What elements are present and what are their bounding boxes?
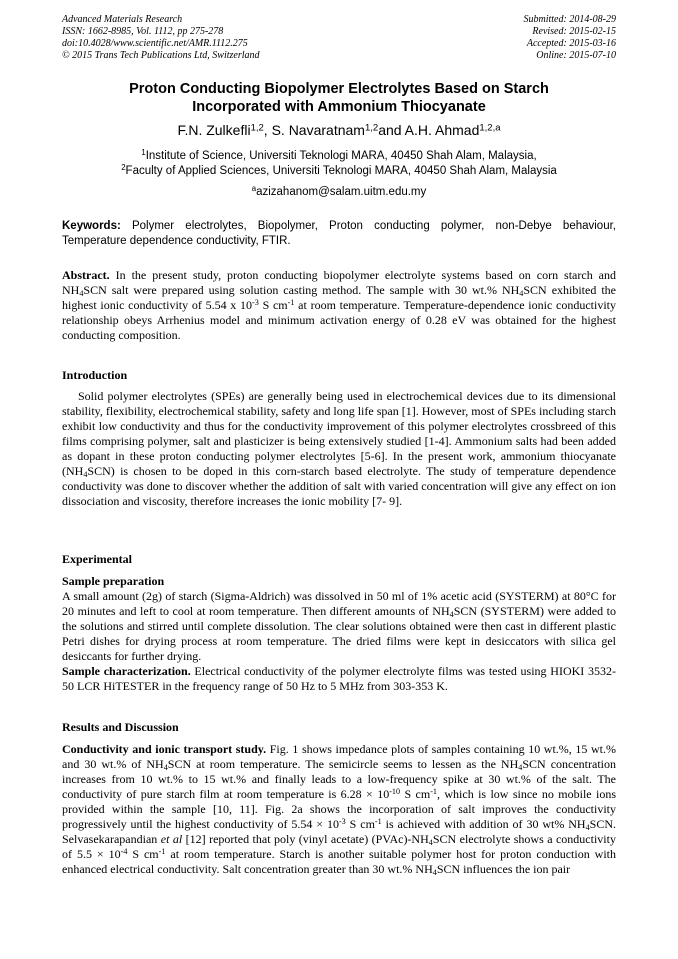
subscript: 4 xyxy=(585,823,590,833)
subscript: 4 xyxy=(163,763,168,773)
author-3-affil: 1,2,a xyxy=(479,122,501,134)
results-text: S cm xyxy=(345,817,375,831)
results-text: SCN at room temperature. The semicircle seems to lessen as the NH xyxy=(167,757,519,771)
affiliation-2 xyxy=(62,164,616,179)
superscript: -3 xyxy=(338,816,346,826)
introduction-text: SCN) is chosen to be doped in this corn-starch based electrolyte. The study of temperature dependence conductivity was done to discover whether the addition of salt with varied concentration will give any effect on ion dissociation and viscosity, therefore increases the ionic mobility [7- 9]. xyxy=(62,464,616,508)
results-text: SCN influences the ion pair xyxy=(436,862,571,876)
issn-line: ISSN: 1662-8985, Vol. 1112, pp 275-278 xyxy=(62,26,224,37)
sample-characterization-label: Sample characterization. xyxy=(62,664,191,678)
journal-name: Advanced Materials Research xyxy=(62,14,183,25)
publication-dates xyxy=(524,14,617,62)
subscript: 4 xyxy=(428,838,433,848)
title-line-1: Proton Conducting Biopolymer Electrolytes Based on Starch xyxy=(129,81,549,97)
abstract-label: Abstract. xyxy=(62,268,110,282)
superscript: -1 xyxy=(374,816,382,826)
abstract-text: SCN exhibited the highest ionic conductivity of 5.54 x 10 xyxy=(62,283,616,312)
superscript: -1 xyxy=(287,297,295,307)
results-text: [12] reported that poly (vinyl acetate) (PVAc)-NH xyxy=(182,832,429,846)
subscript: 4 xyxy=(518,763,523,773)
doi-line: doi:10.4028/www.scientific.net/AMR.1112.275 xyxy=(62,38,248,49)
et-al: et al xyxy=(160,832,183,846)
experimental-text: A small amount (2g) of starch (Sigma-Aldrich) was dissolved in 50 ml of 1% acetic acid (SYSTERM) at 80°C for 20 minutes and left to cool at room temperature. Then different amounts of NH xyxy=(62,589,616,618)
sample-preparation-heading: Sample preparation xyxy=(62,574,165,588)
superscript: -1 xyxy=(158,846,166,856)
subscript: 4 xyxy=(432,868,437,878)
email-mark: a xyxy=(251,184,257,194)
abstract-text: SCN salt were prepared using solution casting method. The sample with 30 wt.% NH xyxy=(83,283,520,297)
affiliation-1-text: Institute of Science, Universiti Teknologi MARA, 40450 Shah Alam, Malaysia, xyxy=(145,150,537,162)
abstract-text: at room temperature. Temperature-dependence ionic conductivity relationship obeys Arrhenius model and minimum activation energy of 0.28 eV was obtained for the highest conducting composition. xyxy=(62,298,616,342)
results-text: Fig. 1 shows impedance plots of samples containing 10 wt.%, 15 wt.% and 30 wt.% of NH xyxy=(62,742,616,771)
author-3: A.H. Ahmad xyxy=(404,122,480,138)
results-text: S cm xyxy=(127,847,159,861)
results-text: , which is low since no mobile ions provided within the sample [10, 11]. Fig. 2a shows the incorporation of salt improves the conductivity progressively until the highest conductivity of 5.54 × 10 xyxy=(62,787,616,831)
affiliation-2-mark: 2 xyxy=(121,163,126,173)
characterization-text: Electrical conductivity of the polymer electrolyte films was tested using HIOKI 3532-50 LCR HiTESTER in the frequency range of 50 Hz to 5 MHz from 303-353 K. xyxy=(62,664,616,693)
results-text: SCN concentration increases from 10 wt.% to 15 wt.% and finally leads to a low-frequency spike at 30 wt.% of the salt. The conductivity of pure starch film at room temperature is 6.28 × 10 xyxy=(62,757,617,801)
conductivity-study-label: Conductivity and ionic transport study. xyxy=(62,742,267,756)
results-text: SCN. Selvasekarapandian xyxy=(62,817,616,846)
superscript: -3 xyxy=(252,297,259,307)
journal-info xyxy=(62,14,260,62)
author-2-affil: 1,2 xyxy=(364,122,379,134)
subscript: 4 xyxy=(519,289,524,299)
results-text: at room temperature. Starch is another suitable polymer host for proton conduction with enhanced electrical conductivity. Salt concentration greater than 30 wt.% NH xyxy=(62,847,616,876)
keywords xyxy=(62,219,616,248)
subscript: 4 xyxy=(79,289,84,299)
subscript: 4 xyxy=(449,610,454,620)
results-paragraph xyxy=(62,742,616,877)
introduction-text: Solid polymer electrolytes (SPEs) are generally being used in electrochemical devices due to its dimensional stability, flexibility, electrochemical stability, safety and long life span [1]. However, most of SPEs including starch exhibit low conductivity and thus for the conductivity improvement of this polymer electrolytes crossbreed of this films comprising polymer, salt and plasticizer is being extensively studied [1-4]. Ammonium salts had been added as dopant in these proton conducting polymer electrolytes [5-6]. In the present work, ammonium thiocyanate (NH xyxy=(62,389,616,478)
author-list xyxy=(62,121,616,139)
keywords-label: Keywords: xyxy=(62,220,121,232)
submitted-date: Submitted: 2014-08-29 xyxy=(523,14,616,25)
superscript: -4 xyxy=(120,846,128,856)
affiliation-1 xyxy=(62,149,616,164)
author-1-affil: 1,2 xyxy=(250,122,264,134)
copyright-line: © 2015 Trans Tech Publications Ltd, Switzerland xyxy=(62,50,260,61)
superscript: -10 xyxy=(389,786,401,796)
sample-preparation-paragraph xyxy=(62,589,616,694)
results-heading: Results and Discussion xyxy=(62,720,179,734)
accepted-date: Accepted: 2015-03-16 xyxy=(526,38,616,49)
paper-title xyxy=(62,80,616,116)
author-separator: and xyxy=(378,122,405,138)
author-separator: , xyxy=(263,122,272,138)
affiliation-1-mark: 1 xyxy=(141,148,146,158)
author-1: F.N. Zulkefli xyxy=(177,122,251,138)
experimental-text: SCN (SYSTERM) were added to the solutions and stirred until complete dissolution. The clear solutions obtained were then cast in different plastic Petri dishes for drying process at room temperature. The dried films were kept in desiccators with silica gel desiccants for further drying. xyxy=(62,604,616,663)
title-line-2: Incorporated with Ammonium Thiocyanate xyxy=(192,99,486,115)
author-2: S. Navaratnam xyxy=(271,122,365,138)
email-address[interactable]: azizahanom@salam.uitm.edu.my xyxy=(256,186,427,198)
introduction-heading: Introduction xyxy=(62,368,128,382)
results-text: SCN electrolyte shows a conductivity of 5.5 × 10 xyxy=(62,832,616,861)
results-text: is achieved with addition of 30 wt% NH xyxy=(381,817,586,831)
introduction-paragraph xyxy=(62,389,616,509)
revised-date: Revised: 2015-02-15 xyxy=(532,26,616,37)
online-date: Online: 2015-07-10 xyxy=(536,50,616,61)
abstract-text: S cm xyxy=(258,298,288,312)
abstract-text: In the present study, proton conducting biopolymer electrolyte systems based on corn starch and NH xyxy=(62,268,616,297)
corresponding-email xyxy=(62,185,616,200)
superscript: -1 xyxy=(430,786,437,796)
subscript: 4 xyxy=(83,470,88,480)
experimental-heading: Experimental xyxy=(62,552,132,566)
affiliation-2-text: Faculty of Applied Sciences, Universiti Teknologi MARA, 40450 Shah Alam, Malaysia xyxy=(125,165,557,177)
abstract xyxy=(62,268,616,343)
results-text: S cm xyxy=(400,787,431,801)
keywords-text: Polymer electrolytes, Biopolymer, Proton conducting polymer, non-Debye behaviour, Temperature dependence conductivity, FTIR. xyxy=(62,220,616,247)
